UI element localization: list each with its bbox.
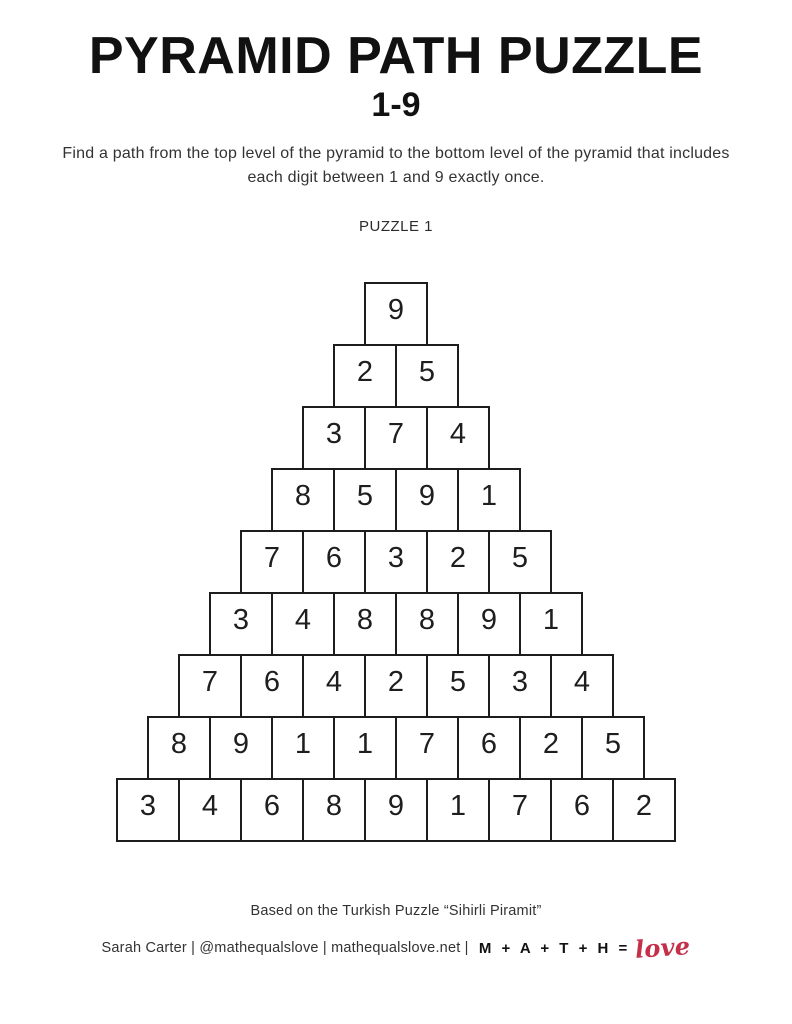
pyramid-row-6 [209, 592, 583, 656]
pyramid-row-4 [271, 468, 521, 532]
pyramid-cell-r8-c7: 2 [519, 716, 583, 780]
pyramid-cell-r8-c5: 7 [395, 716, 459, 780]
pyramid-cell-r8-c8: 5 [581, 716, 645, 780]
page-title: PYRAMID PATH PUZZLE [88, 27, 704, 85]
logo-math-text: M + A + T + H = [478, 939, 631, 957]
pyramid-row-1 [364, 282, 428, 346]
pyramid-cell-r7-c7: 4 [550, 654, 614, 718]
pyramid-cell-r4-c4: 1 [457, 468, 521, 532]
pyramid-cell-r7-c2: 6 [240, 654, 304, 718]
pyramid-cell-r1-c1: 9 [364, 282, 428, 346]
pyramid-cell-r5-c4: 2 [426, 530, 490, 594]
pyramid-cell-r8-c6: 6 [457, 716, 521, 780]
pyramid-cell-r8-c1: 8 [147, 716, 211, 780]
pyramid-cell-r9-c4: 8 [302, 778, 366, 842]
pyramid-cell-r5-c5: 5 [488, 530, 552, 594]
pyramid-row-9 [116, 778, 676, 842]
pyramid-cell-r9-c5: 9 [364, 778, 428, 842]
pyramid-cell-r3-c2: 7 [364, 406, 428, 470]
pyramid-cell-r8-c3: 1 [271, 716, 335, 780]
pyramid-cell-r6-c3: 8 [333, 592, 397, 656]
pyramid-cell-r4-c3: 9 [395, 468, 459, 532]
pyramid-row-7 [178, 654, 614, 718]
pyramid-cell-r6-c1: 3 [209, 592, 273, 656]
pyramid-cell-r7-c3: 4 [302, 654, 366, 718]
pyramid-cell-r6-c4: 8 [395, 592, 459, 656]
pyramid-cell-r9-c7: 7 [488, 778, 552, 842]
pyramid-cell-r8-c2: 9 [209, 716, 273, 780]
pyramid-cell-r6-c6: 1 [519, 592, 583, 656]
pyramid-cell-r8-c4: 1 [333, 716, 397, 780]
pyramid-cell-r3-c1: 3 [302, 406, 366, 470]
math-equals-love-logo [478, 931, 692, 964]
pyramid-cell-r3-c3: 4 [426, 406, 490, 470]
pyramid-cell-r5-c2: 6 [302, 530, 366, 594]
pyramid-cell-r7-c1: 7 [178, 654, 242, 718]
pyramid-grid [0, 282, 792, 842]
pyramid-row-3 [302, 406, 490, 470]
pyramid-cell-r5-c3: 3 [364, 530, 428, 594]
pyramid-cell-r6-c2: 4 [271, 592, 335, 656]
page-subtitle: 1-9 [371, 86, 421, 124]
author-credit-text: Sarah Carter | @mathequalslove | mathequalslove.net | [101, 940, 469, 956]
credit-line [0, 931, 792, 964]
pyramid-cell-r9-c2: 4 [178, 778, 242, 842]
pyramid-cell-r6-c5: 9 [457, 592, 521, 656]
pyramid-row-5 [240, 530, 552, 594]
pyramid-cell-r9-c6: 1 [426, 778, 490, 842]
pyramid-cell-r7-c5: 5 [426, 654, 490, 718]
puzzle-number-label: PUZZLE 1 [358, 218, 434, 235]
pyramid-cell-r4-c1: 8 [271, 468, 335, 532]
instructions-text: Find a path from the top level of the pyramid to the bottom level of the pyramid that includes each digit between 1 and 9 exactly once. [62, 145, 730, 186]
pyramid-cell-r9-c9: 2 [612, 778, 676, 842]
pyramid-row-8 [147, 716, 645, 780]
pyramid-cell-r9-c8: 6 [550, 778, 614, 842]
pyramid-cell-r2-c1: 2 [333, 344, 397, 408]
pyramid-cell-r9-c3: 6 [240, 778, 304, 842]
pyramid-row-2 [333, 344, 459, 408]
pyramid-cell-r5-c1: 7 [240, 530, 304, 594]
pyramid-cell-r7-c6: 3 [488, 654, 552, 718]
attribution-text: Based on the Turkish Puzzle “Sihirli Piramit” [250, 903, 542, 919]
pyramid-cell-r2-c2: 5 [395, 344, 459, 408]
pyramid-cell-r7-c4: 2 [364, 654, 428, 718]
logo-love-script: love [634, 931, 692, 964]
pyramid-cell-r4-c2: 5 [333, 468, 397, 532]
pyramid-cell-r9-c1: 3 [116, 778, 180, 842]
